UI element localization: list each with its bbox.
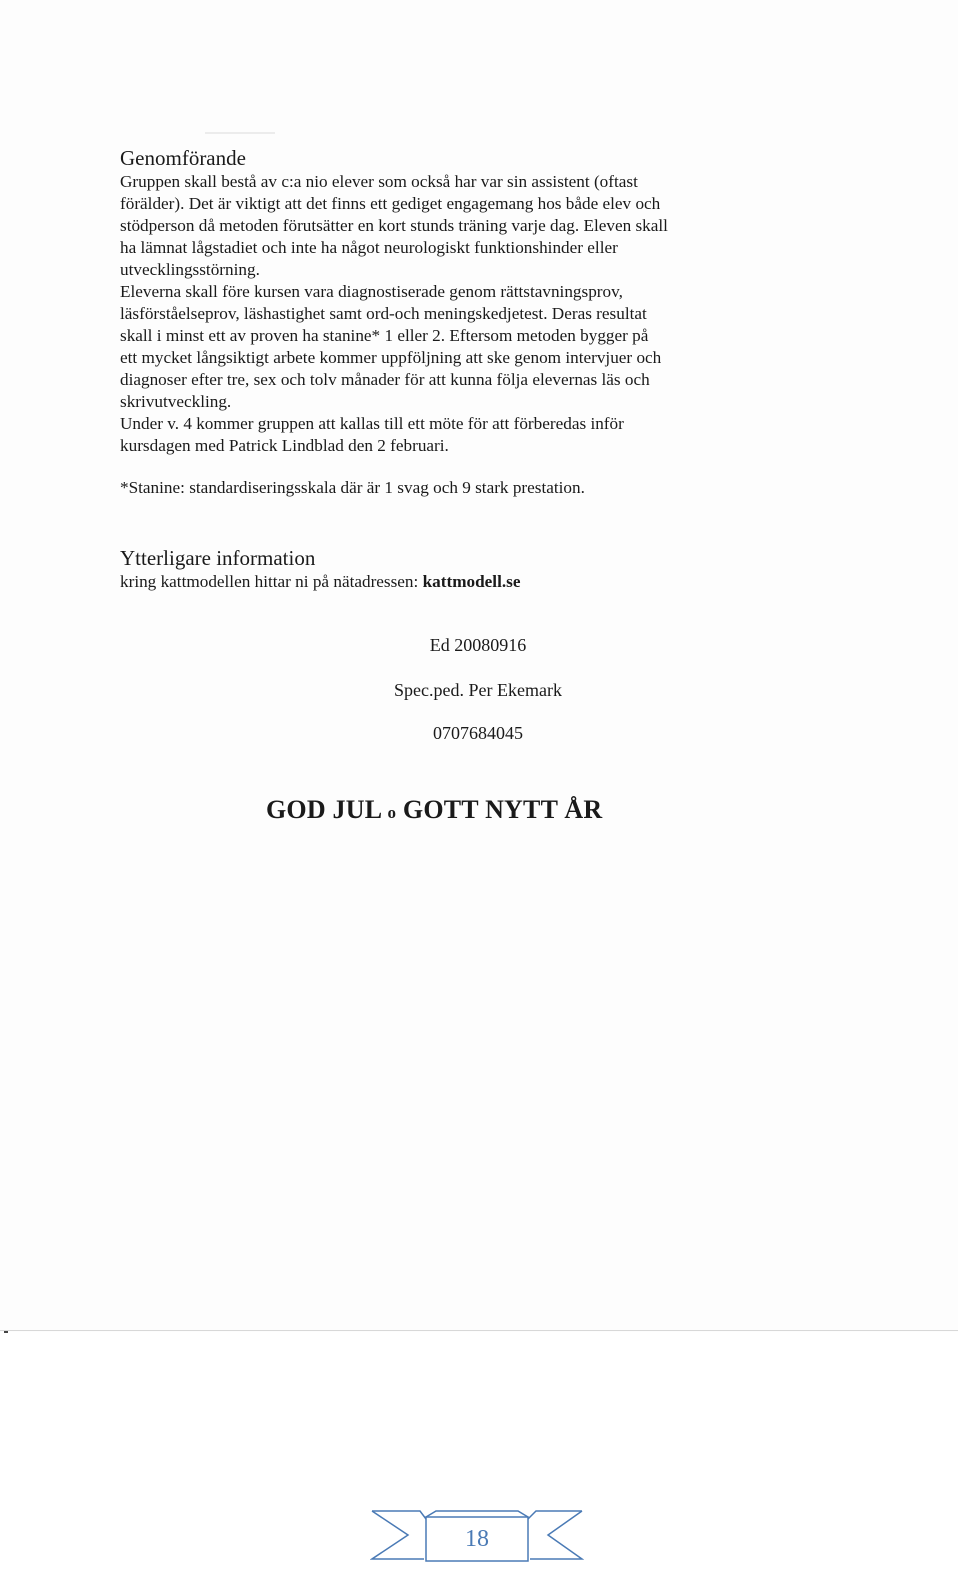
body-line: diagnoser efter tre, sex och tolv månader för att kunna följa elevernas läs och <box>120 370 650 389</box>
phone-line: 0707684045 <box>433 723 523 743</box>
body-line: ha lämnat lågstadiet och inte ha något neurologiskt funktionshinder eller <box>120 238 618 257</box>
genomforande-body <box>120 171 760 457</box>
author-line: Spec.ped. Per Ekemark <box>394 680 562 700</box>
greeting-part1: GOD JUL <box>266 795 388 824</box>
scan-edge-mark <box>4 1331 8 1333</box>
main-content <box>120 145 760 593</box>
frame-top-lip <box>426 1511 528 1517</box>
info-line <box>120 571 760 593</box>
scan-edge-line <box>0 1330 958 1331</box>
website-link[interactable]: kattmodell.se <box>422 572 521 591</box>
greeting-connector: o <box>387 803 397 822</box>
body-line: Under v. 4 kommer gruppen att kallas till ett möte för att förberedas inför <box>120 414 624 433</box>
body-line: förälder). Det är viktigt att det finns ett gediget engagemang hos både elev och <box>120 194 661 213</box>
spacer <box>120 499 760 545</box>
info-text: kring kattmodellen hittar ni på nätadressen: <box>120 572 423 591</box>
body-line: Gruppen skall bestå av c:a nio elever som också har var sin assistent (oftast <box>120 172 638 191</box>
page-number: 18 <box>465 1526 489 1552</box>
heading-genomforande: Genomförande <box>120 146 246 170</box>
body-line: Eleverna skall före kursen vara diagnostiserade genom rättstavningsprov, <box>120 282 623 301</box>
body-line: läsförståelseprov, läshastighet samt ord-och meningskedjetest. Deras resultat <box>120 304 647 323</box>
greeting-part2: GOTT NYTT ÅR <box>396 795 603 824</box>
stanine-footnote: *Stanine: standardiseringsskala där är 1 svag och 9 stark prestation. <box>120 478 585 497</box>
body-line: utvecklingsstörning. <box>120 260 260 279</box>
body-line: skall i minst ett av proven ha stanine* 1 eller 2. Eftersom metoden bygger på <box>120 326 649 345</box>
ribbon-right-top <box>528 1511 582 1519</box>
scan-smudge <box>205 132 275 134</box>
body-line: kursdagen med Patrick Lindblad den 2 februari. <box>120 436 449 455</box>
heading-ytterligare-information: Ytterligare information <box>120 546 316 570</box>
spacer <box>120 457 760 477</box>
body-line: stödperson då metoden förutsätter en kort stunds träning varje dag. Eleven skall <box>120 216 668 235</box>
date-line: Ed 20080916 <box>429 635 527 655</box>
body-line: skrivutveckling. <box>120 392 232 411</box>
ribbon-left-top <box>372 1511 426 1519</box>
holiday-greeting <box>266 795 602 825</box>
body-line: ett mycket långsiktigt arbete kommer uppföljning att ske genom intervjuer och <box>120 348 662 367</box>
